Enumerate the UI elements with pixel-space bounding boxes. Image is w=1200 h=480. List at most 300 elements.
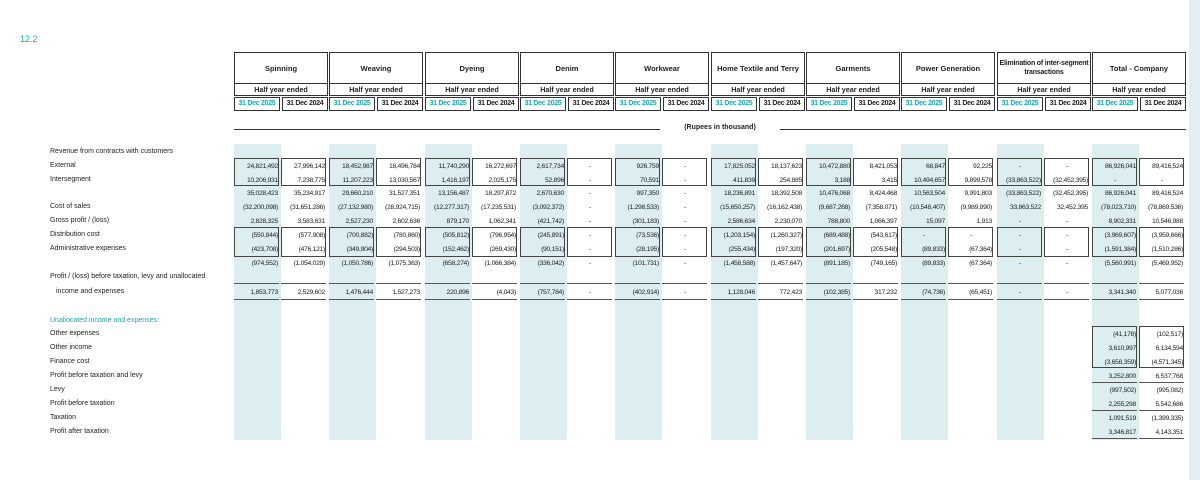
- table-cell: 3,252,800: [1108, 373, 1136, 380]
- table-cell: -: [1019, 163, 1021, 170]
- table-cell: 997,350: [636, 190, 659, 197]
- table-cell: -: [1019, 218, 1021, 225]
- total-rule: [281, 283, 326, 284]
- total-rule: [1092, 283, 1137, 284]
- table-cell: -: [589, 218, 591, 225]
- table-cell: (255,434): [728, 246, 755, 253]
- table-cell: -: [1066, 232, 1068, 239]
- table-cell: (1,458,588): [723, 260, 755, 267]
- table-cell: 5,077,036: [1155, 289, 1183, 296]
- period-label: Half year ended: [901, 84, 995, 96]
- table-cell: 3,341,340: [1108, 289, 1136, 296]
- value-box: [997, 227, 1042, 257]
- total-rule: [520, 299, 565, 300]
- total-rule: [758, 299, 803, 300]
- table-cell: (3,658,359): [1104, 359, 1136, 366]
- table-cell: (32,200,098): [243, 204, 278, 211]
- table-cell: (67,364): [969, 260, 992, 267]
- table-cell: 3,415: [881, 177, 897, 184]
- value-box: [1044, 227, 1089, 257]
- total-rule: [853, 283, 898, 284]
- table-cell: -: [1114, 177, 1116, 184]
- table-cell: (67,364): [969, 246, 992, 253]
- date-prior: 31 Dec 2024: [949, 97, 995, 111]
- table-cell: (41,178): [1113, 331, 1136, 338]
- table-cell: 9,899,578: [964, 177, 992, 184]
- value-box: [472, 158, 517, 186]
- table-cell: 89,416,524: [1151, 163, 1183, 170]
- total-rule: [425, 299, 470, 300]
- value-box: [376, 227, 421, 257]
- table-cell: 13,030,567: [388, 177, 420, 184]
- value-box: [806, 158, 851, 186]
- date-current: 31 Dec 2025: [711, 97, 757, 111]
- table-cell: (543,617): [870, 232, 897, 239]
- table-cell: (997,502): [1109, 387, 1136, 394]
- total-rule: [997, 299, 1042, 300]
- table-cell: (197,320): [775, 246, 802, 253]
- table-cell: (336,042): [537, 260, 564, 267]
- table-cell: 2,602,636: [392, 218, 420, 225]
- table-cell: (476,121): [298, 246, 325, 253]
- total-rule: [758, 283, 803, 284]
- total-rule: [234, 299, 279, 300]
- period-label: Half year ended: [711, 84, 805, 96]
- value-box: [662, 158, 707, 186]
- table-cell: -: [684, 190, 686, 197]
- row-label: Profit / (loss) before taxation, levy and unallocated: [50, 273, 206, 280]
- table-cell: -: [589, 289, 591, 296]
- table-cell: (757,784): [537, 289, 564, 296]
- segment-header: Spinning: [234, 52, 328, 84]
- table-cell: -: [684, 163, 686, 170]
- date-prior: 31 Dec 2024: [568, 97, 614, 111]
- table-cell: (152,462): [442, 246, 469, 253]
- table-cell: (33,863,522): [1006, 177, 1041, 184]
- table-cell: 4,143,351: [1155, 429, 1183, 436]
- table-cell: 1,913: [976, 218, 992, 225]
- total-rule: [1092, 382, 1137, 383]
- segment-header: Home Textile and Terry: [711, 52, 805, 84]
- table-cell: 18,297,872: [484, 190, 516, 197]
- value-box: [329, 227, 374, 257]
- table-cell: 18,236,891: [723, 190, 755, 197]
- table-cell: (9,989,890): [960, 204, 992, 211]
- date-prior: 31 Dec 2024: [854, 97, 900, 111]
- value-box: [234, 227, 279, 257]
- row-label: income and expenses: [56, 288, 125, 295]
- table-cell: (3,969,607): [1104, 232, 1136, 239]
- table-cell: -: [1066, 218, 1068, 225]
- segment-header: Power Generation: [901, 52, 995, 84]
- table-cell: (90,151): [541, 246, 564, 253]
- table-cell: 13,156,487: [437, 190, 469, 197]
- table-cell: 2,670,630: [536, 190, 564, 197]
- total-rule: [1044, 299, 1089, 300]
- total-rule: [711, 299, 756, 300]
- table-cell: 317,232: [874, 289, 897, 296]
- value-box: [615, 227, 660, 257]
- table-cell: (31,651,286): [290, 204, 325, 211]
- table-cell: 31,527,351: [388, 190, 420, 197]
- table-cell: 879,170: [446, 218, 469, 225]
- total-rule: [711, 283, 756, 284]
- table-cell: (17,235,531): [481, 204, 516, 211]
- table-cell: 10,206,931: [246, 177, 278, 184]
- value-box: [520, 158, 565, 186]
- date-current: 31 Dec 2025: [901, 97, 947, 111]
- table-cell: 6,134,594: [1155, 345, 1183, 352]
- table-cell: (505,812): [442, 232, 469, 239]
- total-rule: [948, 283, 993, 284]
- table-cell: 2,529,602: [297, 289, 325, 296]
- table-cell: -: [589, 190, 591, 197]
- total-rule: [329, 299, 374, 300]
- date-current: 31 Dec 2025: [425, 97, 471, 111]
- value-box: [472, 227, 517, 257]
- value-box: [425, 158, 470, 186]
- table-cell: -: [589, 204, 591, 211]
- table-cell: 70,591: [640, 177, 659, 184]
- period-label: Half year ended: [1092, 84, 1186, 96]
- date-current: 31 Dec 2025: [329, 97, 375, 111]
- table-cell: (1,510,286): [1151, 246, 1183, 253]
- table-cell: 1,062,341: [488, 218, 516, 225]
- total-rule: [1139, 438, 1184, 439]
- total-rule: [234, 283, 279, 284]
- table-cell: (1,457,647): [770, 260, 802, 267]
- date-prior: 31 Dec 2024: [663, 97, 709, 111]
- row-label: Revenue from contracts with customers: [50, 148, 173, 155]
- table-cell: -: [923, 232, 925, 239]
- value-box: [281, 227, 326, 257]
- table-cell: (5,560,991): [1104, 260, 1136, 267]
- period-label: Half year ended: [234, 84, 328, 96]
- total-rule: [1092, 438, 1137, 439]
- table-cell: 2,025,175: [488, 177, 516, 184]
- table-cell: 772,423: [779, 289, 802, 296]
- table-cell: 11,207,223: [342, 177, 373, 184]
- table-cell: 29,660,210: [341, 190, 373, 197]
- table-cell: (349,904): [346, 246, 373, 253]
- table-cell: 926,759: [636, 163, 659, 170]
- table-cell: -: [684, 246, 686, 253]
- table-cell: (27,132,980): [338, 204, 373, 211]
- table-cell: -: [684, 289, 686, 296]
- total-rule: [1139, 382, 1184, 383]
- total-rule: [1092, 410, 1137, 411]
- row-label: Cost of sales: [50, 203, 91, 210]
- table-cell: (891,185): [823, 260, 850, 267]
- table-cell: -: [684, 177, 686, 184]
- row-label: Administrative expenses: [50, 245, 126, 252]
- total-rule: [1092, 299, 1137, 300]
- period-label: Half year ended: [520, 84, 614, 96]
- table-cell: (780,860): [393, 232, 420, 239]
- table-cell: 35,234,917: [293, 190, 325, 197]
- table-cell: (1,591,384): [1104, 246, 1136, 253]
- table-cell: (7,358,071): [865, 204, 897, 211]
- table-cell: (550,844): [251, 232, 278, 239]
- value-box: [1092, 158, 1137, 186]
- table-cell: 10,476,068: [818, 190, 850, 197]
- table-cell: (796,954): [489, 232, 516, 239]
- table-cell: -: [589, 163, 591, 170]
- table-cell: 18,496,784: [388, 163, 420, 170]
- value-box: [425, 227, 470, 257]
- table-cell: (89,833): [922, 246, 945, 253]
- table-cell: -: [1019, 260, 1021, 267]
- table-cell: -: [970, 232, 972, 239]
- unallocated-heading: Unallocated income and expenses:: [50, 317, 159, 324]
- segment-header: Elimination of inter-segment transactions: [997, 52, 1091, 84]
- row-label: Profit before taxation and levy: [50, 372, 143, 379]
- row-label: Intersegment: [50, 176, 91, 183]
- row-label: Gross profit / (loss): [50, 217, 110, 224]
- table-cell: 8,421,053: [869, 163, 897, 170]
- value-box: [281, 158, 326, 186]
- table-cell: 2,617,734: [536, 163, 564, 170]
- total-rule: [615, 299, 660, 300]
- table-cell: (269,430): [489, 246, 516, 253]
- table-cell: (9,687,268): [818, 204, 850, 211]
- total-rule: [1044, 283, 1089, 284]
- table-cell: 2,527,230: [345, 218, 373, 225]
- total-rule: [806, 283, 851, 284]
- table-cell: (78,023,710): [1101, 204, 1136, 211]
- table-cell: (102,385): [823, 289, 850, 296]
- table-cell: 8,902,331: [1108, 218, 1136, 225]
- table-cell: (16,162,438): [767, 204, 802, 211]
- period-label: Half year ended: [615, 84, 709, 96]
- total-rule: [662, 283, 707, 284]
- table-cell: (1,066,384): [484, 260, 516, 267]
- table-cell: 5,542,686: [1155, 401, 1183, 408]
- row-label: Taxation: [50, 414, 77, 421]
- table-cell: 2,230,070: [774, 218, 802, 225]
- table-cell: 18,452,987: [341, 163, 373, 170]
- table-cell: 2,586,634: [727, 218, 755, 225]
- total-rule: [376, 283, 421, 284]
- table-cell: (12,277,317): [434, 204, 469, 211]
- table-cell: (423,708): [251, 246, 278, 253]
- value-box: [711, 227, 756, 257]
- segment-header: Garments: [806, 52, 900, 84]
- table-cell: -: [1161, 177, 1163, 184]
- table-cell: (1,203,154): [723, 232, 755, 239]
- table-cell: 1,476,444: [345, 289, 373, 296]
- value-box: [948, 158, 993, 186]
- table-cell: 92,225: [973, 163, 992, 170]
- table-cell: 6,537,768: [1155, 373, 1183, 380]
- value-box: [806, 227, 851, 257]
- table-cell: -: [589, 260, 591, 267]
- row-label: Levy: [50, 386, 65, 393]
- table-cell: (28,195): [636, 246, 659, 253]
- total-rule: [615, 283, 660, 284]
- total-rule: [281, 299, 326, 300]
- table-cell: (10,548,407): [910, 204, 945, 211]
- table-cell: -: [684, 232, 686, 239]
- value-box: [376, 158, 421, 186]
- table-cell: -: [1019, 246, 1021, 253]
- date-current: 31 Dec 2025: [806, 97, 852, 111]
- table-cell: (749,165): [870, 260, 897, 267]
- row-label: External: [50, 162, 76, 169]
- total-rule: [662, 299, 707, 300]
- table-cell: (101,731): [632, 260, 659, 267]
- unit-label: (Rupees in thousand): [660, 124, 780, 131]
- row-label: Profit before taxation: [50, 400, 115, 407]
- table-cell: 220,896: [446, 289, 469, 296]
- table-cell: (4,571,345): [1151, 359, 1183, 366]
- table-cell: -: [684, 204, 686, 211]
- table-cell: 33,863,522: [1009, 204, 1041, 211]
- total-rule: [853, 299, 898, 300]
- section-number: 12.2: [20, 34, 38, 44]
- date-prior: 31 Dec 2024: [759, 97, 805, 111]
- table-cell: (3,959,666): [1151, 232, 1183, 239]
- date-current: 31 Dec 2025: [234, 97, 280, 111]
- table-cell: 1,128,046: [727, 289, 755, 296]
- table-cell: (32,452,395): [1053, 190, 1088, 197]
- value-box: [948, 227, 993, 257]
- date-prior: 31 Dec 2024: [282, 97, 328, 111]
- date-prior: 31 Dec 2024: [1045, 97, 1091, 111]
- value-box: [1092, 227, 1137, 257]
- table-cell: 254,885: [779, 177, 802, 184]
- table-cell: (1,260,327): [770, 232, 802, 239]
- total-rule: [425, 283, 470, 284]
- total-rule: [329, 283, 374, 284]
- table-cell: (28,924,715): [385, 204, 420, 211]
- row-label: Profit after taxation: [50, 428, 109, 435]
- table-cell: -: [684, 260, 686, 267]
- total-rule: [806, 299, 851, 300]
- table-cell: (421,742): [537, 218, 564, 225]
- value-box: [520, 227, 565, 257]
- table-cell: -: [589, 232, 591, 239]
- table-cell: 27,996,142: [293, 163, 325, 170]
- segment-header: Weaving: [329, 52, 423, 84]
- table-cell: 10,563,504: [913, 190, 945, 197]
- table-cell: (658,274): [442, 260, 469, 267]
- total-rule: [520, 283, 565, 284]
- period-label: Half year ended: [997, 84, 1091, 96]
- table-cell: 10,472,880: [818, 163, 850, 170]
- value-box: [901, 158, 946, 186]
- table-cell: -: [589, 246, 591, 253]
- value-box: [615, 158, 660, 186]
- value-box: [711, 158, 756, 186]
- table-cell: (89,833): [922, 260, 945, 267]
- table-cell: -: [1066, 289, 1068, 296]
- table-cell: 11,740,290: [438, 163, 469, 170]
- table-cell: (301,183): [632, 218, 659, 225]
- table-cell: -: [1066, 163, 1068, 170]
- total-rule: [901, 283, 946, 284]
- date-prior: 31 Dec 2024: [1140, 97, 1186, 111]
- table-cell: -: [1066, 246, 1068, 253]
- value-box: [901, 227, 946, 257]
- period-label: Half year ended: [425, 84, 519, 96]
- table-cell: (4,043): [496, 289, 516, 296]
- value-box: [567, 158, 612, 186]
- value-box: [1139, 227, 1184, 257]
- total-rule: [472, 283, 517, 284]
- value-box: [567, 227, 612, 257]
- table-cell: 2,255,298: [1108, 401, 1136, 408]
- table-cell: (201,697): [823, 246, 850, 253]
- table-cell: 18,137,623: [770, 163, 802, 170]
- total-rule: [997, 283, 1042, 284]
- total-rule: [1139, 410, 1184, 411]
- table-cell: -: [1019, 289, 1021, 296]
- segment-header: Total - Company: [1092, 52, 1186, 84]
- table-cell: 17,825,052: [723, 163, 755, 170]
- value-box: [758, 158, 803, 186]
- table-cell: 16,272,697: [484, 163, 516, 170]
- table-cell: 1,853,773: [250, 289, 278, 296]
- table-cell: (74,736): [922, 289, 945, 296]
- table-cell: 3,583,631: [297, 218, 325, 225]
- table-cell: (3,092,372): [532, 204, 564, 211]
- table-cell: 35,028,423: [246, 190, 278, 197]
- table-cell: 1,416,197: [441, 177, 469, 184]
- total-rule: [948, 299, 993, 300]
- table-cell: (577,908): [298, 232, 325, 239]
- table-cell: -: [684, 218, 686, 225]
- table-cell: (205,548): [870, 246, 897, 253]
- date-current: 31 Dec 2025: [997, 97, 1043, 111]
- value-box: [853, 158, 898, 186]
- value-box: [758, 227, 803, 257]
- total-rule: [901, 299, 946, 300]
- table-cell: 68,847: [926, 163, 945, 170]
- table-cell: (1,050,786): [341, 260, 373, 267]
- table-cell: 1,527,273: [392, 289, 420, 296]
- date-current: 31 Dec 2025: [520, 97, 566, 111]
- table-cell: 411,839: [733, 177, 755, 184]
- table-cell: 8,424,468: [869, 190, 897, 197]
- row-label: Finance cost: [50, 358, 90, 365]
- table-cell: 7,238,775: [297, 177, 325, 184]
- segment-header: Workwear: [615, 52, 709, 84]
- table-cell: 10,546,988: [1151, 218, 1183, 225]
- row-label: Distribution cost: [50, 231, 100, 238]
- table-cell: (974,552): [251, 260, 278, 267]
- table-cell: (245,891): [537, 232, 564, 239]
- table-cell: (995,082): [1156, 387, 1183, 394]
- value-box: [997, 158, 1042, 186]
- table-cell: 2,828,325: [250, 218, 278, 225]
- table-cell: -: [589, 177, 591, 184]
- date-current: 31 Dec 2025: [1092, 97, 1138, 111]
- table-cell: 18,392,508: [770, 190, 802, 197]
- value-box: [662, 227, 707, 257]
- segment-header: Denim: [520, 52, 614, 84]
- value-box: [1092, 326, 1137, 368]
- table-cell: (73,536): [636, 232, 659, 239]
- date-current: 31 Dec 2025: [615, 97, 661, 111]
- table-cell: -: [1066, 260, 1068, 267]
- table-cell: 86,926,041: [1104, 190, 1136, 197]
- value-box: [1139, 326, 1184, 368]
- period-label: Half year ended: [806, 84, 900, 96]
- table-cell: 1,091,519: [1108, 415, 1136, 422]
- table-cell: -: [1019, 232, 1021, 239]
- table-cell: 3,346,817: [1108, 429, 1136, 436]
